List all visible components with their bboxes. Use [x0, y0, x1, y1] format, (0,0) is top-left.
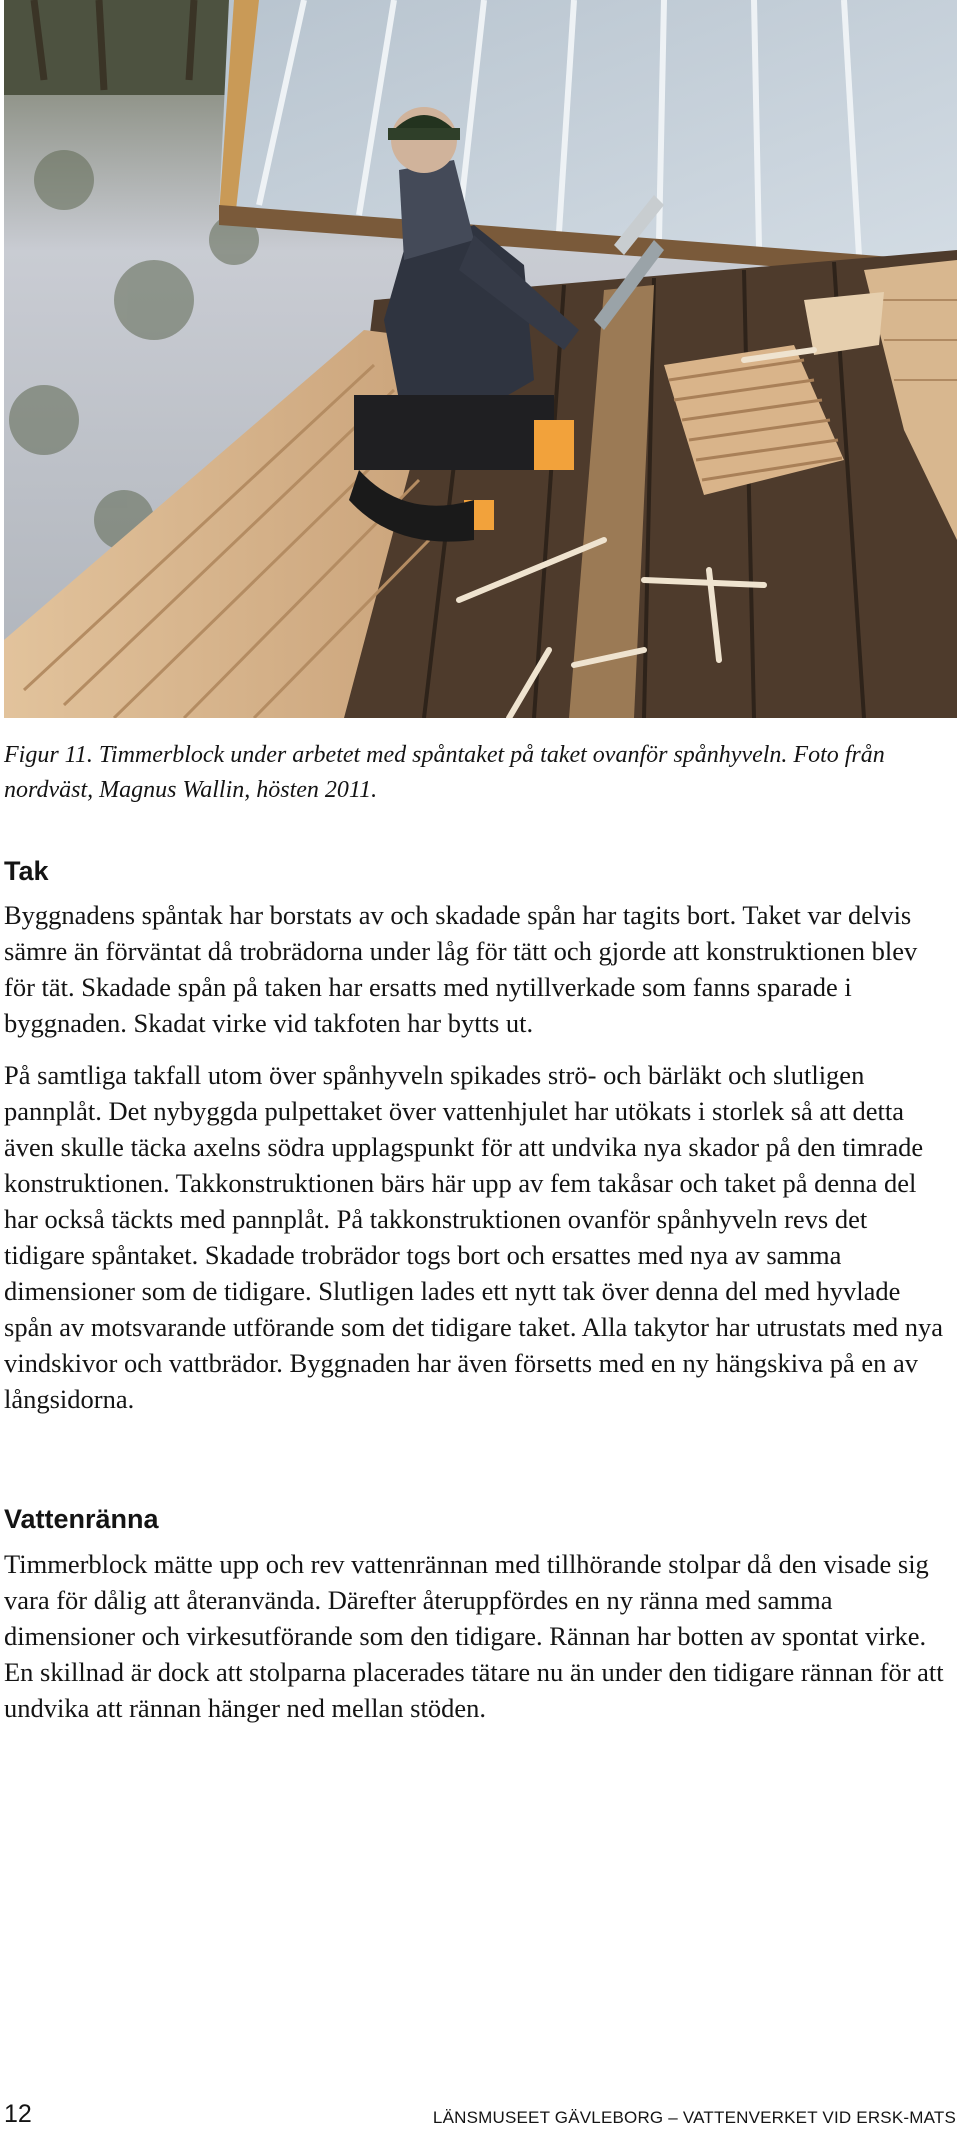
section-heading-tak: Tak [4, 856, 49, 886]
paragraph-tak-1: Byggnadens spåntak har borstats av och skadade spån har tagits bort. Taket var delvis sämre än förväntat då trobrädorna under låg för tätt och gjorde att konstruktionen blev för tät. Skadade spån på taken har ersatts med nytillverkade som fanns sparade i byggnaden. Skadat virke vid takfoten har bytts ut. [4, 900, 918, 1038]
page-footer [4, 2100, 956, 2130]
paragraph-tak-2: På samtliga takfall utom över spånhyveln spikades strö- och bärläkt och slutligen pannplåt. Det nybyggda pulpettaket över vattenhjulet har utökats i storlek så att detta även skulle täcka axelns södra upplagspunkt för att undvika nya skador på den timrade konstruktionen. Takkonstruktionen bärs här upp av fem takåsar och taket på denna del har också täckts med pannplåt. På takkonstruktionen ovanför spånhyveln revs det tidigare spåntaket. Skadade trobrädor togs bort och ersattes med nya av samma dimensioner som de tidigare. Slutligen lades ett nytt tak över denna del med hyvlade spån av motsvarande utförande som det tidigare taket. Alla takytor har utrustats med nya vindskivor och vattbrädor. Byggnaden har även försetts med en ny hängskiva på en av långsidorna. [4, 1060, 944, 1414]
page-number: 12 [4, 2100, 32, 2128]
figure-photo [4, 0, 957, 718]
paragraph-vattenranna: Timmerblock mätte upp och rev vattenrännan med tillhörande stolpar då den visade sig vara för dålig att återanvända. Därefter återuppfördes en ny ränna med samma dimensioner och virkesutförande som den tidigare. Rännan har botten av spontat virke. En skillnad är dock att stolparna placerades tätare nu än under den tidigare rännan för att undvika att rännan hänger ned mellan stöden. [4, 1549, 944, 1723]
figure-caption: Figur 11. Timmerblock under arbetet med spåntaket på taket ovanför spånhyveln. Foto från nordväst, Magnus Wallin, hösten 2011. [4, 742, 885, 803]
running-title: LÄNSMUSEET GÄVLEBORG – VATTENVERKET VID ERSK-MATS [432, 2108, 956, 2127]
section-heading-vattenranna: Vattenränna [4, 1504, 159, 1534]
